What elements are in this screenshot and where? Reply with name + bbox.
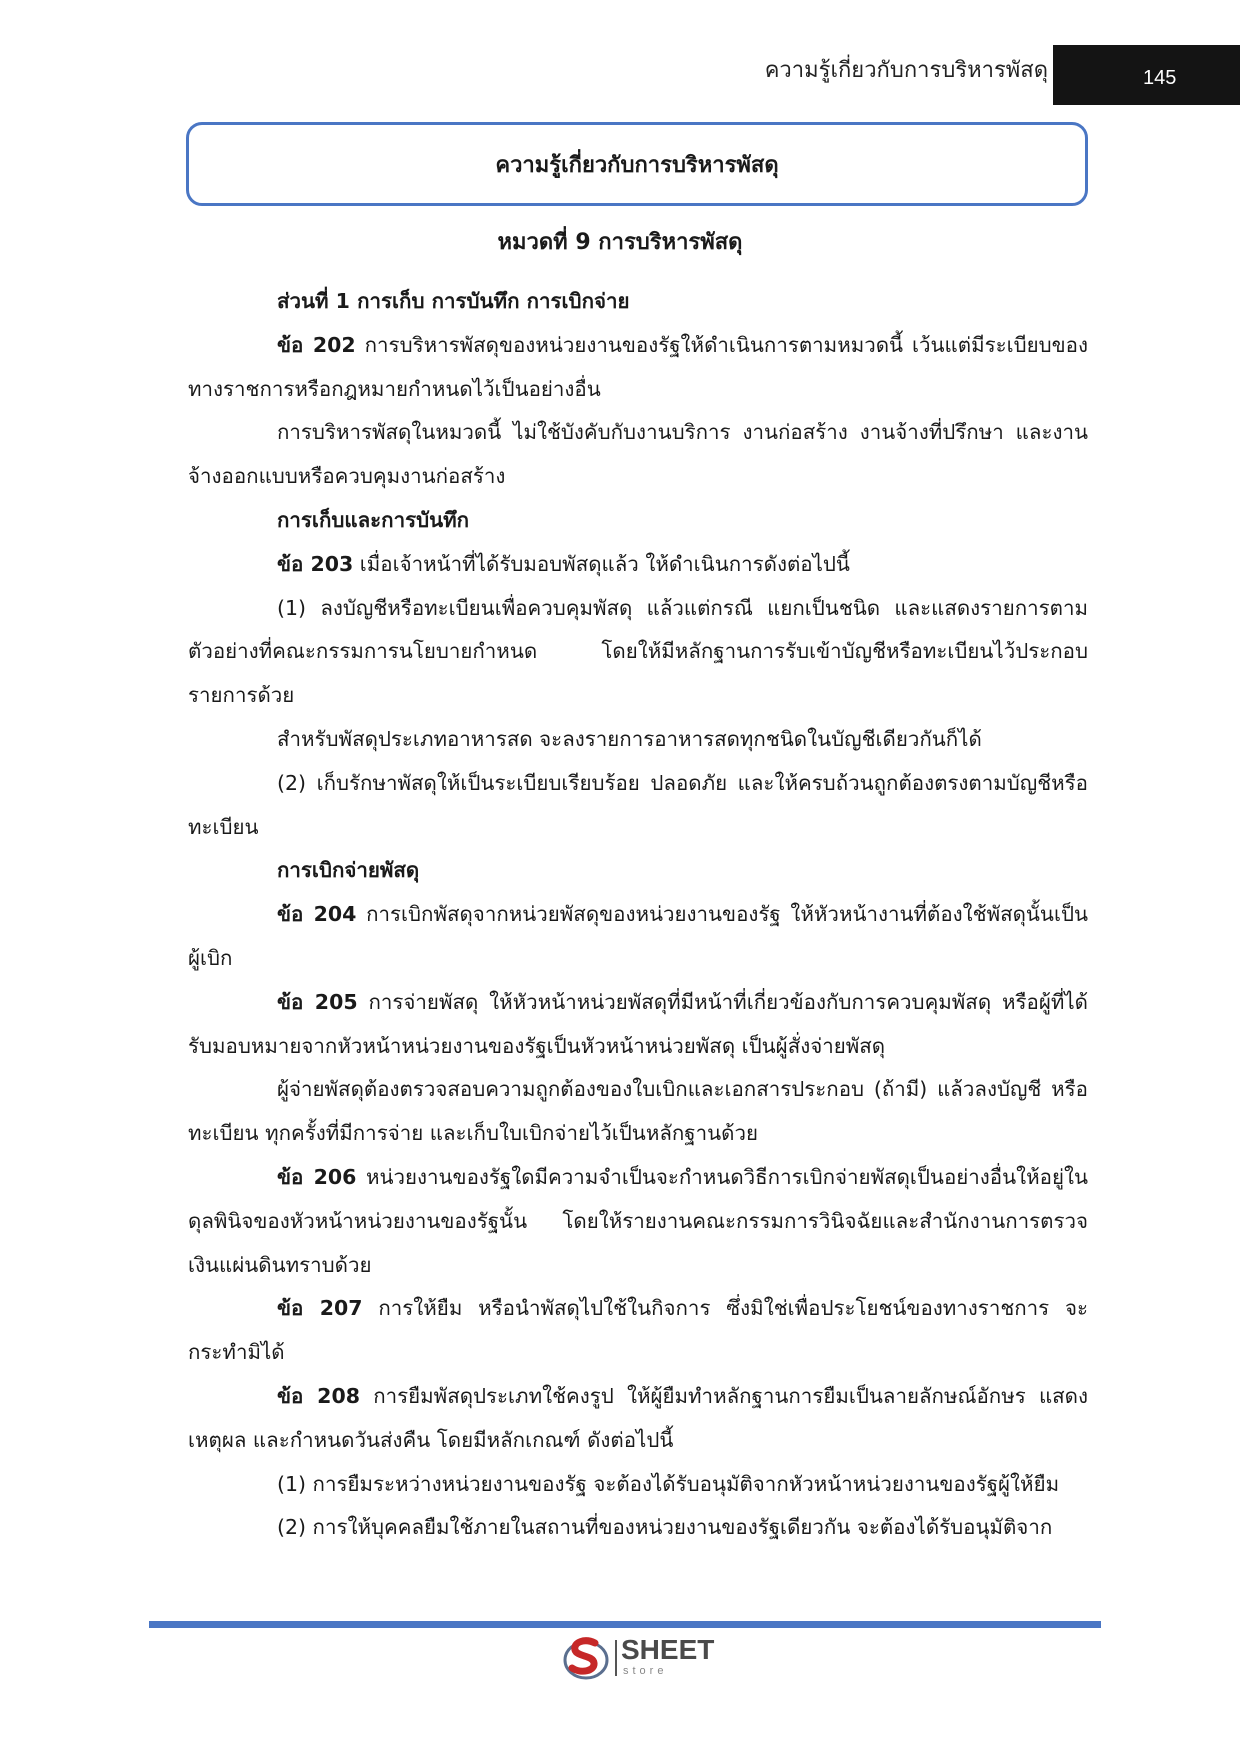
section-text: การให้ยืม หรือนำพัสดุไปใช้ในกิจการ ซึ่งมิใช่เพื่อประโยชน์ของทางราชการ จะกระทำมิได้ (188, 1296, 1088, 1365)
page-number-box (1053, 45, 1240, 105)
section-text: การจ่ายพัสดุ ให้หัวหน้าหน่วยพัสดุที่มีหน้าที่เกี่ยวข้องกับการควบคุมพัสดุ หรือผู้ที่ได้รับมอบหมายจากหัวหน้าหน่วยงานของรัฐเป็นหัวหน้าหน่วยพัสดุ เป็นผู้สั่งจ่ายพัสดุ (188, 989, 1088, 1058)
section-label: ข้อ 204 (277, 902, 357, 927)
logo-subtext: store (623, 1665, 668, 1677)
section-207 (188, 1287, 1088, 1375)
section-label: ข้อ 205 (277, 989, 358, 1014)
logo-separator (615, 1640, 617, 1676)
document-title: ความรู้เกี่ยวกับการบริหารพัสดุ (495, 152, 779, 178)
list-item: (1) การยืมระหว่างหน่วยงานของรัฐ จะต้องได้รับอนุมัติจากหัวหน้าหน่วยงานของรัฐผู้ให้ยืม (277, 1471, 1060, 1496)
section-text: เมื่อเจ้าหน้าที่ได้รับมอบพัสดุแล้ว ให้ดำเนินการดังต่อไปนี้ (353, 551, 850, 576)
section-206 (188, 1156, 1088, 1287)
section-text: การบริหารพัสดุของหน่วยงานของรัฐให้ดำเนินการตามหมวดนี้ เว้นแต่มีระเบียบของทางราชการหรือกฎหมายกำหนดไว้เป็นอย่างอื่น (188, 332, 1088, 401)
section-label: ข้อ 206 (277, 1164, 357, 1189)
section-text: หน่วยงานของรัฐใดมีความจำเป็นจะกำหนดวิธีการเบิกจ่ายพัสดุเป็นอย่างอื่นให้อยู่ในดุลพินิจของหัวหน้าหน่วยงานของรัฐนั้น โดยให้รายงานคณะกรรมการวินิจฉัยและสำนักงานการตรวจเงินแผ่นดินทราบด้วย (188, 1164, 1088, 1277)
logo-wordmark: SHEET (621, 1634, 715, 1665)
section-208 (188, 1375, 1088, 1463)
document-body (188, 280, 1088, 1550)
paragraph: การบริหารพัสดุในหมวดนี้ ไม่ใช้บังคับกับงานบริการ งานก่อสร้าง งานจ้างที่ปรึกษา และงานจ้างออกแบบหรือควบคุมงานก่อสร้าง (188, 420, 1088, 489)
section-label: ข้อ 202 (277, 332, 356, 357)
section-203 (188, 543, 1088, 587)
section-label: ข้อ 208 (277, 1383, 360, 1408)
section-205 (188, 981, 1088, 1069)
part-heading: ส่วนที่ 1 การเก็บ การบันทึก การเบิกจ่าย (277, 289, 630, 313)
section-text: การเบิกพัสดุจากหน่วยพัสดุของหน่วยงานของรัฐ ให้หัวหน้างานที่ต้องใช้พัสดุนั้นเป็นผู้เบิก (188, 902, 1088, 970)
section-202 (188, 324, 1088, 412)
footer-rule (149, 1621, 1101, 1628)
s-logo-icon (563, 1634, 609, 1682)
list-item: (2) การให้บุคคลยืมใช้ภายในสถานที่ของหน่วยงานของรัฐเดียวกัน จะต้องได้รับอนุมัติจาก (277, 1515, 1053, 1540)
section-label: ข้อ 203 (277, 551, 354, 576)
section-label: ข้อ 207 (277, 1296, 363, 1321)
page-number: 145 (1143, 67, 1177, 89)
subheading-keep-record: การเก็บและการบันทึก (277, 507, 470, 532)
list-item: (1) ลงบัญชีหรือทะเบียนเพื่อควบคุมพัสดุ แล้วแต่กรณี แยกเป็นชนิด และแสดงรายการตามตัวอย่างที่คณะกรรมการนโยบายกำหนด โดยให้มีหลักฐานการรับเข้าบัญชีหรือทะเบียนไว้ประกอบรายการด้วย (188, 595, 1088, 708)
paragraph: สำหรับพัสดุประเภทอาหารสด จะลงรายการอาหารสดทุกชนิดในบัญชีเดียวกันก็ได้ (277, 726, 982, 751)
title-box (186, 122, 1088, 206)
list-item: (2) เก็บรักษาพัสดุให้เป็นระเบียบเรียบร้อย ปลอดภัย และให้ครบถ้วนถูกต้องตรงตามบัญชีหรือทะเบียน (188, 770, 1088, 839)
section-text: การยืมพัสดุประเภทใช้คงรูป ให้ผู้ยืมทำหลักฐานการยืมเป็นลายลักษณ์อักษร แสดงเหตุผล และกำหนดวันส่งคืน โดยมีหลักเกณฑ์ ดังต่อไปนี้ (188, 1383, 1088, 1452)
subheading-disburse: การเบิกจ่ายพัสดุ (277, 858, 420, 883)
chapter-heading: หมวดที่ 9 การบริหารพัสดุ (497, 230, 743, 255)
paragraph: ผู้จ่ายพัสดุต้องตรวจสอบความถูกต้องของใบเบิกและเอกสารประกอบ (ถ้ามี) แล้วลงบัญชี หรือทะเบียน ทุกครั้งที่มีการจ่าย และเก็บใบเบิกจ่ายไว้เป็นหลักฐานด้วย (188, 1077, 1088, 1146)
section-204 (188, 893, 1088, 981)
sheet-store-logo (563, 1634, 723, 1684)
running-header-title: ความรู้เกี่ยวกับการบริหารพัสดุ (764, 58, 1048, 83)
